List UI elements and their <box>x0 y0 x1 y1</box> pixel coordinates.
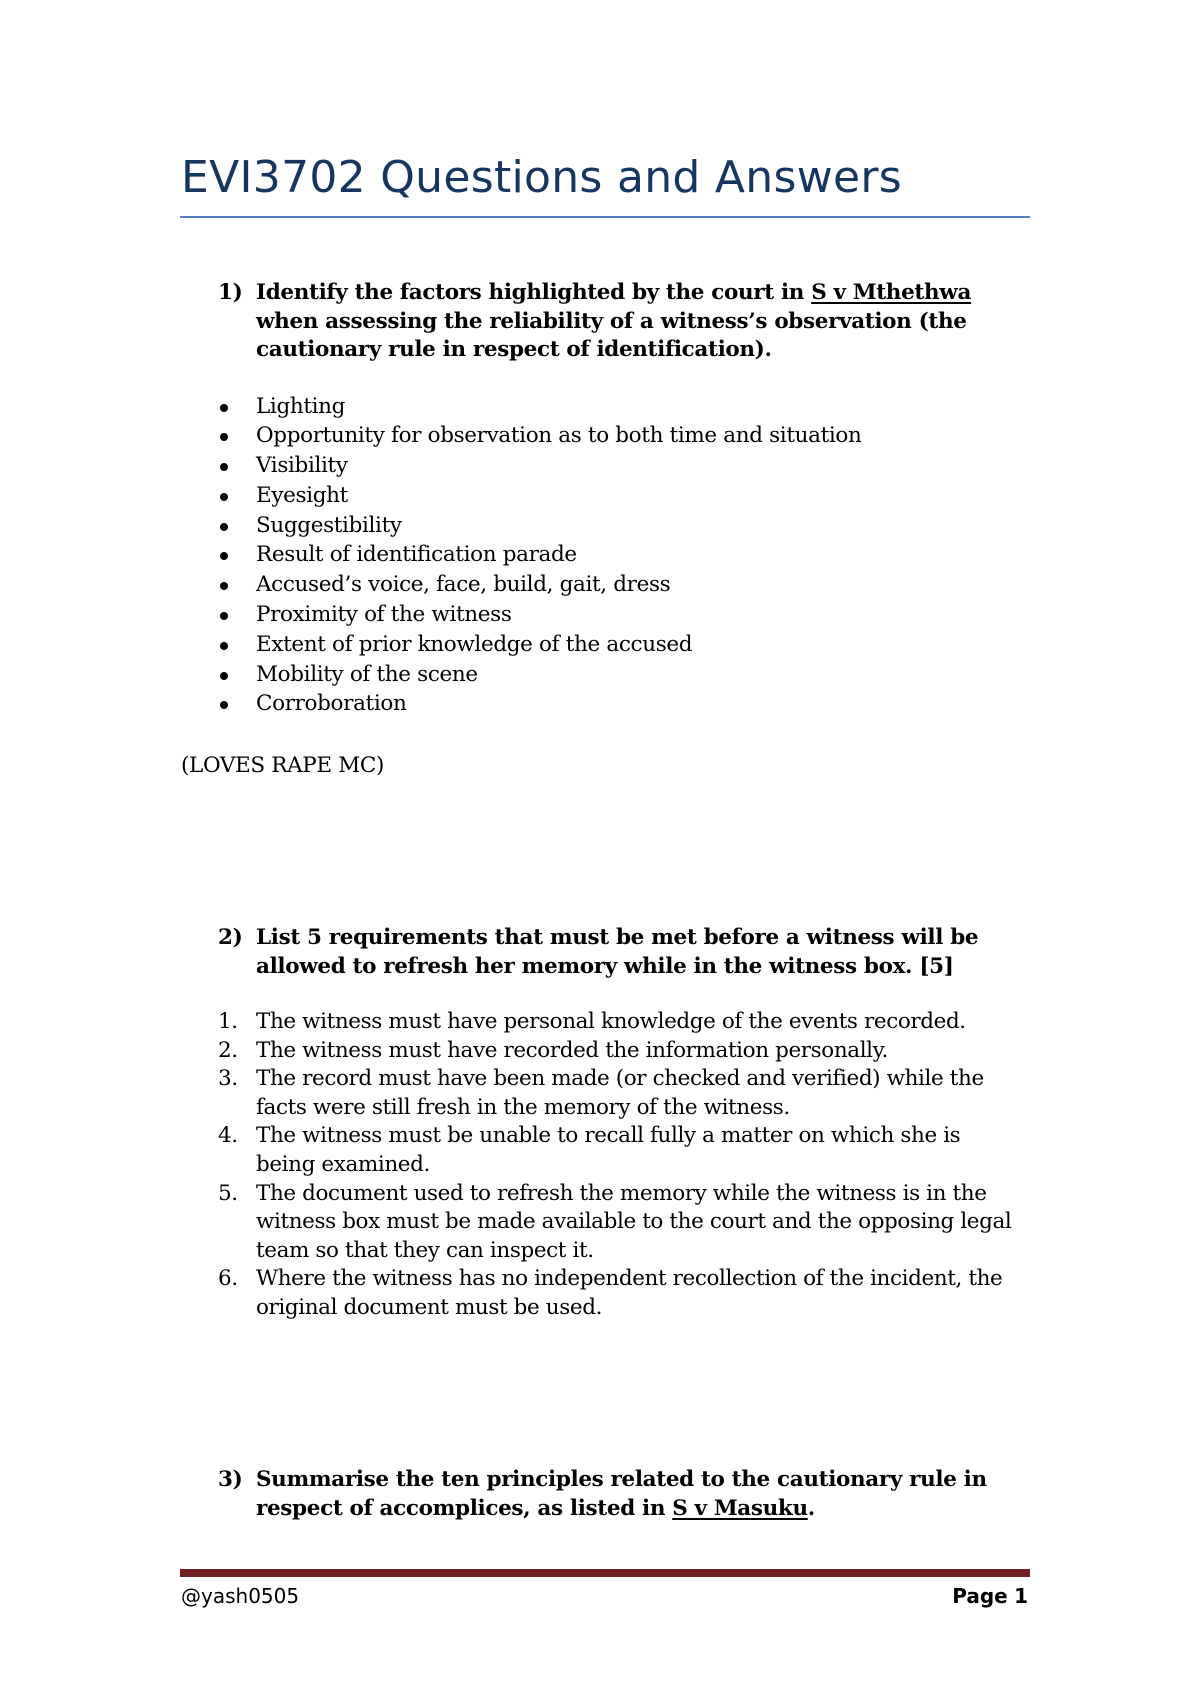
question-text <box>256 279 1018 365</box>
list-number: 2. <box>218 1037 238 1063</box>
page-label: Page <box>952 1584 1008 1608</box>
list-item <box>218 570 1018 600</box>
factor-text: Suggestibility <box>256 512 402 538</box>
factor-text: Eyesight <box>256 482 348 508</box>
title-divider <box>180 216 1030 218</box>
list-number: 6. <box>218 1266 238 1292</box>
list-item <box>218 689 1018 719</box>
list-item <box>218 540 1018 570</box>
list-item <box>218 1180 1018 1266</box>
factor-text: Lighting <box>256 393 346 419</box>
question-text: List 5 requirements that must be met before a witness will be allowed to refresh her memory while in the witness box. [5] <box>256 925 979 979</box>
list-item <box>218 1037 1018 1066</box>
list-number: 1. <box>218 1009 238 1034</box>
page-indicator <box>952 1583 1028 1609</box>
question-3 <box>218 1466 1018 1523</box>
question-number: 3) <box>218 1467 243 1492</box>
question-text <box>256 1466 1018 1523</box>
list-item <box>218 392 1018 422</box>
factor-list <box>218 392 1018 720</box>
question-number: 2) <box>218 925 243 950</box>
footer-divider <box>180 1569 1030 1577</box>
question-3-heading <box>218 1466 1018 1523</box>
list-item <box>218 481 1018 511</box>
case-name: S v Masuku <box>672 1495 808 1521</box>
factor-text: Visibility <box>256 453 348 479</box>
list-item <box>218 600 1018 630</box>
requirement-text: The witness must be unable to recall fully a matter on which she is being examined. <box>256 1123 961 1177</box>
question-text-part: . <box>807 1495 815 1521</box>
list-item <box>218 1122 1018 1179</box>
page-title: EVI3702 Questions and Answers <box>181 152 902 203</box>
requirement-text: Where the witness has no independent recollection of the incident, the original document must be used. <box>256 1266 1003 1320</box>
question-2 <box>218 924 1018 1323</box>
list-number: 4. <box>218 1123 238 1149</box>
factor-text: Opportunity for observation as to both time and situation <box>256 423 862 449</box>
question-1-heading <box>218 279 1018 365</box>
page-number: 1 <box>1014 1584 1028 1608</box>
list-item <box>218 630 1018 660</box>
requirement-list <box>218 1008 1018 1323</box>
requirement-text: The witness must have recorded the information personally. <box>256 1037 888 1063</box>
list-number: 3. <box>218 1066 238 1092</box>
question-number: 1) <box>218 280 243 305</box>
factor-text: Proximity of the witness <box>256 602 512 628</box>
question-text-part: Identify the factors highlighted by the court in <box>256 280 812 305</box>
list-item <box>218 511 1018 541</box>
factor-text: Mobility of the scene <box>256 661 478 687</box>
list-item <box>218 421 1018 451</box>
question-1 <box>218 279 1018 719</box>
case-name: S v Mthethwa <box>811 280 972 305</box>
factor-text: Extent of prior knowledge of the accused <box>256 631 693 657</box>
list-item <box>218 1065 1018 1122</box>
requirement-text: The witness must have personal knowledge of the events recorded. <box>256 1009 966 1034</box>
list-item <box>218 1008 1018 1037</box>
requirement-text: The record must have been made (or checked and verified) while the facts were still fresh in the memory of the witness. <box>256 1066 984 1120</box>
list-item <box>218 1265 1018 1322</box>
question-2-heading <box>218 924 1018 981</box>
mnemonic-note: (LOVES RAPE MC) <box>181 753 385 778</box>
list-item <box>218 660 1018 690</box>
list-number: 5. <box>218 1180 238 1206</box>
factor-text: Result of identification parade <box>256 542 577 568</box>
footer-author: @yash0505 <box>181 1584 300 1608</box>
list-item <box>218 451 1018 481</box>
question-text-part: when assessing the reliability of a witness’s observation (the cautionary rule in respect of identification). <box>256 308 967 362</box>
factor-text: Corroboration <box>256 691 407 717</box>
factor-text: Accused’s voice, face, build, gait, dress <box>256 572 671 598</box>
question-text-part: Summarise the ten principles related to the cautionary rule in respect of accomplices, as listed in <box>256 1467 987 1521</box>
requirement-text: The document used to refresh the memory while the witness is in the witness box must be made available to the court and the opposing legal team so that they can inspect it. <box>256 1180 1012 1263</box>
